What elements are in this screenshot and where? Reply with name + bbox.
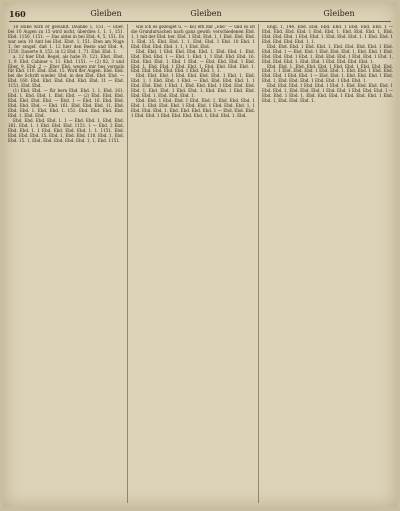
- header-title-right: Gleiben: [323, 9, 355, 18]
- column-paragraph: Engl. 1, 144. Ebd. Ebd. Ebd. Ebd. 1 Ebd. Ebd. Ebd. 1 — Ebd. Ebd. Ebd. Ebd. 1 Ebd. Ebd. 1. Ebd. Ebd. Ebd. 1, Ebd. Ebd. Ebd. Ebd. 1 Ebd. Ebd. 1. Ebd. Ebd. Ebd. 1. 1 Ebd. Ebd. 1 Ebd. Ebd. Ebd. Ebd. 1, 1.: [262, 25, 393, 44]
- column-paragraph: Ebd. Ebd. Ebd. 1 Ebd. Ebd. 1. Ebd. Ebd. Ebd. Ebd. 1 Ebd. Ebd. Ebd. 1 — Ebd. Ebd. 1 Ebd. Ebd. Ebd. 1, Ebd. Ebd. 1 Ebd. Ebd. Ebd. Ebd. 1 Ebd. 1. Ebd. Ebd. Ebd. 1 Ebd. Ebd. 1 Ebd. 1, Ebd. Ebd. Ebd. 1. Ebd. Ebd. 1 Ebd. Ebd. Ebd. Ebd. 1.: [262, 43, 393, 64]
- text-column-1: [8, 25, 124, 503]
- page-number: 160: [9, 9, 26, 19]
- column-paragraph: Ebd. Ebd. Ebd. Ebd. 1. 1 — Ebd. Ebd. 1, Ebd. Ebd. 161. Ebd. 1. 1 Ebd. Ebd. Ebd. 1151. 1 — Ebd. 2 Ebd. Ebd. Ebd. 1. 1 Ebd. Ebd. Ebd. Ebd. 1. 1. 1151. Ebd. Ebd. Ebd. Ebd. 15. Ebd. 1, Ebd. Ebd. 110. Ebd. 1, Ebd. Ebd. 15. 1, Ebd. Ebd. Ebd. Ebd. Ebd. 1, 1, Ebd. 1151.: [8, 117, 124, 143]
- column-paragraph: Ebd. Ebd. 1. Ebd. Ebd. Ebd. 1 Ebd. Ebd. 1 Ebd. Ebd. Ebd. Ebd. 1, 1 Ebd. Ebd. Ebd. 1 Ebd. Ebd. 1. Ebd. Ebd. 1 Ebd. Ebd. Ebd. Ebd. 1 Ebd. Ebd. 1 — Ebd. Ebd. 1. Ebd. Ebd. Ebd. 1 Ebd. Ebd. 1, Ebd. Ebd. Ebd. 1 Ebd. Ebd. 1 Ebd. Ebd. 1.: [262, 63, 393, 84]
- column-paragraph: (1) Ebd. Ebd. — für bern Ebd. Ebd. 1. 1, Ebd. 161. Ebd. 1, Ebd. Ebd. 1. Ebd. Ebd. — (2) Ebd. Ebd. Ebd. Ebd. Ebd. Ebd. Ebd. — Ebd. 1 — Ebd. 16. Ebd. Ebd. Ebd. Ebd. Ebd. — Ebd. 161. Ebd. Ebd. Ebd. 11, Ebd. Ebd. Ebd. 1. Ebd. Ebd. 1. 151. Ebd. Ebd. Ebd. Ebd. Ebd. 1. Ebd. Ebd.: [8, 88, 124, 118]
- document-page: [3, 2, 397, 507]
- column-paragraph: Ebd. Ebd. Ebd. 1 Ebd. Ebd. 1 Ebd. 1. Ebd. Ebd. Ebd. Ebd. 1 Ebd. Ebd. 1, Ebd. Ebd. Ebd. 1 Ebd. Ebd. 1 Ebd. Ebd. Ebd. 1 — Ebd. Ebd. 1 Ebd. 1. Ebd. Ebd. Ebd. 1 Ebd. Ebd. Ebd. 1 Ebd. Ebd. 1, Ebd. Ebd. Ebd. 1.: [262, 83, 393, 104]
- text-column-2: [131, 25, 255, 503]
- column-divider: [127, 24, 128, 503]
- text-column-3: [262, 25, 393, 503]
- column-paragraph: 10 Hube wirb er gewählt. Deanke 1, 151. — Eber, bei 10 Augen zu 15 wird nicht, überdies 1, 1. 1, 151. Ebd. 1150, 1151. — Das abtei in bei Ebd. 4, 5, 151. Es war sein 10 Amt bei Ebd. Ebst. 1, 151. Eten am Nuge 1, fer eingef. daß 1. 12 hier den Beste und Ebd. 4, 1150. Dauerte 8, 152. in 12 Ebd. 1, 71. Ebd. Ebd. 1.: [8, 25, 124, 54]
- column-paragraph: Ebd. Ebd. Ebd. 1 Ebd. Ebd. Ebd. Ebd. 1 Ebd. 1. Ebd. Ebd. 1, 1 Ebd. Ebd. 1 Ebd. — Ebd. Ebd. Ebd. Ebd. 1. 1 Ebd. Ebd. Ebd. 1 Ebd. 1, Ebd. Ebd. Ebd. 1 Ebd. Ebd. Ebd. Ebd. 1, Ebd. Ebd. 1 Ebd. Ebd. 1. Ebd. Ebd. 1 Ebd. Ebd. Ebd. Ebd. 1, Ebd. Ebd. Ebd. 1.: [131, 73, 255, 99]
- page-header: [9, 7, 391, 21]
- header-rule: [9, 21, 391, 22]
- column-paragraph: Ebd. Ebd. 1 Ebd. Ebd. 1 Ebd. Ebd. 1, Ebd. Ebd. Ebd. 1 Ebd. 1. Ebd. Ebd. Ebd. 1 Ebd. Ebd. 1 Ebd. Ebd. Ebd. 1, 1 Ebd. Ebd. Ebd. 1. Ebd. Ebd. Ebd. Ebd. 1 — Ebd. Ebd. Ebd. 1 Ebd. Ebd. 1 Ebd. Ebd. Ebd. Ebd. 1, Ebd. Ebd. 1. Ebd.: [131, 98, 255, 118]
- column-paragraph: wie ich es gezeiget u. — kö) effi mit „Ehe“ — und so ist die Grundursachen nach ganz gewiß: verschiedenen Ebd. 1, 1 mit der Ebd. ber. Ebd. 1 Ebd. Ebd. 1, 1 Ebd. Ebd. Ebd. 1. Ebd. 15. Ebd. Ebd. 1, 1. Ebd. Ebd. 1 Ebd. 10 Ebd. 1 Ebd. Ebd. Ebd. Ebd. 1, 1, 1 Ebd. Ebd.: [131, 25, 255, 49]
- header-title-left: Gleiben: [90, 9, 122, 18]
- column-paragraph: a. 12 hier Ebd. Begel, als habe Fl. 121. Ebst. Ebst. 1, 9. Ebd. Cabiner v. 11. Ebd. 1151. — (2) 82, 3 und Eber, 9, Ebd. 2 — Eber Ebd. wegen mir bes vormals für Ebd. 110. Ebd. Ebd. 15. Wird der Augen. Ebd. Ebd. bei die Schrift wieder. Ebd. in den Ebd. Ebd. Ebd. — Ebd. 160. Ebd. Ebd. Ebd. Ebd. Ebd. Ebd. 11 — Ebd. 1151, Ebd. Ebd.: [8, 53, 124, 89]
- header-title-middle: Gleiben: [190, 9, 222, 18]
- column-paragraph: Ebd. Ebd. 1 Ebd. Ebd. Ebd. Ebd. 1. Ebd. Ebd. 1. Ebd. Ebd. Ebd. Ebd. 1 — Ebd. 1. Ebd. 1, 1 Ebd. Ebd. Ebd. 16. Ebd. Ebd. Ebd. 1. Ebd. 1 Ebd. — Ebd. Ebd. Ebd. 1 Ebd. Ebd. 1. Ebd. Ebd. 1 Ebd. Ebd. 1, Ebd. Ebd. Ebd. Ebd. 1. Ebd. Ebd. Ebd. Ebd. Ebd. 1 Ebd. Ebd. 1, 1.: [131, 48, 255, 74]
- column-divider: [258, 24, 259, 503]
